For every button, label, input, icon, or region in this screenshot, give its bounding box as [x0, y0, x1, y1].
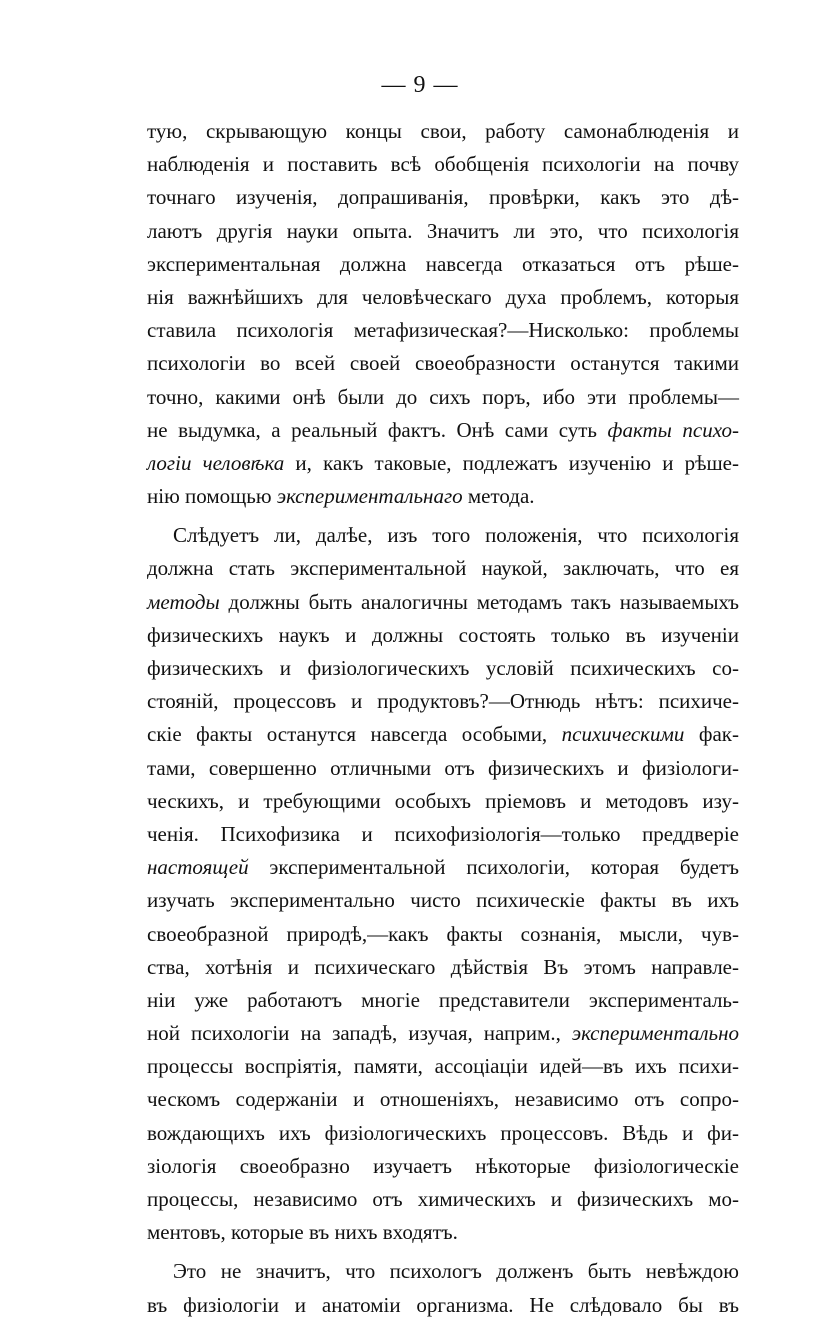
text-line [147, 752, 739, 785]
text-segment: ческомъ содержаніи и отношеніяхъ, независимо отъ сопро- [147, 1087, 739, 1112]
text-segment: въ физіологіи и анатоміи организма. Не слѣдовало бы въ [147, 1292, 739, 1317]
italic-text: факты психо- [607, 417, 739, 442]
text-line [147, 652, 739, 685]
text-line [147, 1289, 739, 1322]
paragraph [147, 519, 739, 1249]
text-line [147, 347, 739, 380]
text-line [147, 480, 739, 513]
italic-text: психическими [561, 722, 685, 747]
text-segment: экспериментальная должна навсегда отказаться отъ рѣше- [147, 251, 739, 276]
text-segment: тами, совершенно отличными отъ физическихъ и физіологи- [147, 755, 739, 780]
text-line [147, 148, 739, 181]
text-line [147, 1216, 739, 1249]
text-segment: нію помощью [147, 484, 277, 509]
text-line [147, 918, 739, 951]
text-segment: процессы воспріятія, памяти, ассоціаціи идей—въ ихъ психи- [147, 1054, 739, 1079]
text-line [147, 1050, 739, 1083]
text-line [147, 718, 739, 751]
italic-text: экспериментальнаго [276, 484, 463, 509]
text-segment: метода. [462, 484, 535, 509]
text-segment: процессы, независимо отъ химическихъ и физическихъ мо- [147, 1187, 739, 1211]
paragraph [147, 115, 739, 513]
text-segment: изучать экспериментально чисто психическіе факты въ ихъ [147, 888, 739, 913]
text-segment: Это не значитъ, что психологъ долженъ быть невѣждою [173, 1259, 739, 1284]
text-line [147, 586, 739, 619]
italic-text: методы [147, 589, 220, 614]
text-segment: скіе факты останутся навсегда особыми, [147, 722, 562, 747]
text-segment: фак- [684, 722, 739, 747]
text-segment: тую, скрывающую концы свои, работу самонаблюденія и [147, 119, 739, 143]
text-segment: и, какъ таковые, подлежатъ изученію и рѣше- [284, 450, 739, 475]
text-segment: наблюденія и поставить всѣ обобщенія психологіи на почву [147, 152, 739, 177]
text-line [147, 785, 739, 818]
text-line [147, 381, 739, 414]
text-line [147, 281, 739, 314]
text-segment: зіологія своеобразно изучаетъ нѣкоторые физіологическіе [147, 1153, 739, 1178]
italic-text: логіи человѣка [147, 450, 285, 475]
text-segment: физическихъ и физіологическихъ условій психическихъ со- [147, 656, 739, 680]
text-line [147, 215, 739, 248]
text-segment: стояній, процессовъ и продуктовъ?—Отнюдь нѣтъ: психиче- [147, 689, 739, 714]
text-segment: точнаго изученія, допрашиванія, провѣрки, какъ это дѣ- [147, 185, 739, 210]
text-line [147, 248, 739, 281]
text-line [147, 447, 739, 480]
text-segment: нія важнѣйшихъ для человѣческаго духа проблемъ, которыя [147, 284, 739, 309]
italic-text: экспериментально [571, 1021, 739, 1046]
text-line [147, 851, 739, 884]
text-segment: экспериментальной психологіи, которая будетъ [248, 855, 739, 880]
text-line [147, 115, 739, 148]
text-line [147, 314, 739, 347]
text-segment: ческихъ, и требующими особыхъ пріемовъ и методовъ изу- [147, 788, 739, 813]
text-segment: ставила психологія метафизическая?—Нисколько: проблемы [147, 318, 739, 343]
text-line [147, 1017, 739, 1050]
text-line [147, 685, 739, 718]
page-number: — 9 — [381, 72, 459, 98]
text-segment: лаютъ другія науки опыта. Значитъ ли это, что психологія [147, 218, 739, 243]
text-segment: ной психологіи на западѣ, изучая, наприм., [147, 1021, 572, 1046]
text-segment: психологіи во всей своей своеобразности останутся такими [147, 351, 739, 376]
body-text [147, 115, 739, 1322]
text-line [147, 1255, 739, 1288]
italic-text: настоящей [147, 855, 249, 880]
text-segment: точно, какими онѣ были до сихъ поръ, ибо эти проблемы— [147, 384, 739, 409]
text-segment: вождающихъ ихъ физіологическихъ процессовъ. Вѣдь и фи- [147, 1120, 739, 1145]
text-segment: ства, хотѣнія и психическаго дѣйствія Въ этомъ направле- [147, 954, 739, 979]
text-line [147, 951, 739, 984]
text-line [147, 1150, 739, 1183]
text-line [147, 984, 739, 1017]
text-line [147, 1083, 739, 1116]
text-line [147, 519, 739, 552]
text-segment: ченія. Психофизика и психофизіологія—только преддверіе [147, 821, 739, 846]
text-segment: ментовъ, которые въ нихъ входятъ. [147, 1220, 458, 1245]
text-line [147, 1183, 739, 1216]
text-segment: не выдумка, а реальный фактъ. Онѣ сами суть [147, 417, 608, 442]
text-line [147, 552, 739, 585]
text-segment: физическихъ наукъ и должны состоять только въ изученіи [147, 622, 739, 647]
text-line [147, 414, 739, 447]
text-segment: ніи уже работаютъ многіе представители эксперименталь- [147, 987, 739, 1012]
text-segment: своеобразной природѣ,—какъ факты сознанія, мысли, чув- [147, 921, 739, 946]
text-line [147, 884, 739, 917]
text-segment: Слѣдуетъ ли, далѣе, изъ того положенія, что психологія [173, 523, 739, 548]
text-segment: должна стать экспериментальной наукой, заключать, что ея [147, 556, 739, 581]
text-line [147, 818, 739, 851]
text-line [147, 1117, 739, 1150]
text-segment: должны быть аналогичны методамъ такъ называемыхъ [219, 589, 739, 614]
text-line [147, 619, 739, 652]
text-line [147, 181, 739, 214]
paragraph [147, 1255, 739, 1321]
